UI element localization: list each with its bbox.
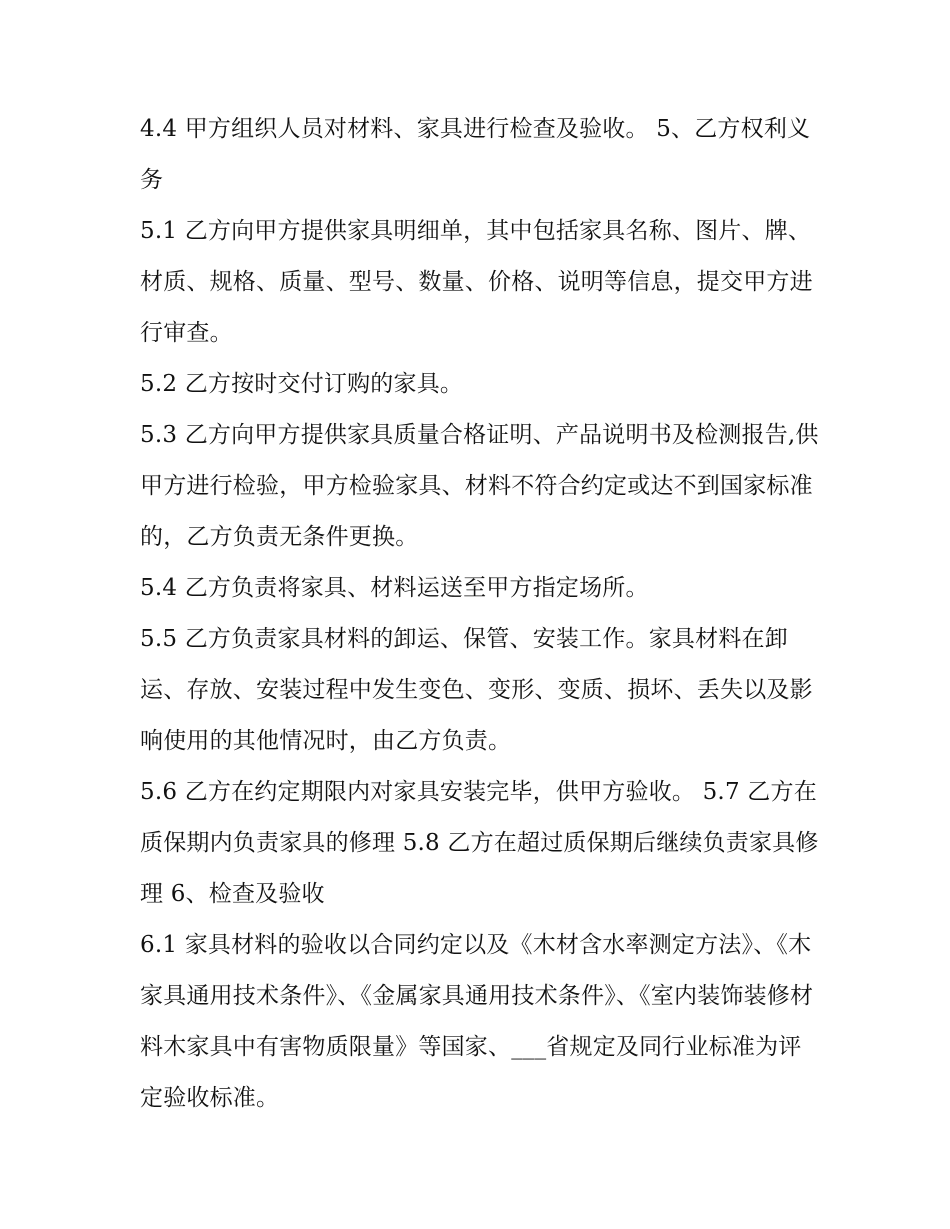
- paragraph-5-4: 5.4 乙方负责将家具、材料运送至甲方指定场所。: [140, 575, 649, 601]
- paragraph-4-4: 4.4 甲方组织人员对材料、家具进行检查及验收。 5、乙方权利义务: [140, 116, 811, 193]
- paragraph-5-5: 5.5 乙方负责家具材料的卸运、保管、安装工作。家具材料在卸运、存放、安装过程中发生变色、变形、变质、损坏、丢失以及影响使用的其他情况时，由乙方负责。: [140, 626, 813, 754]
- document-body: [140, 104, 820, 1124]
- paragraph-5-1: 5.1 乙方向甲方提供家具明细单，其中包括家具名称、图片、牌、材质、规格、质量、型号、数量、价格、说明等信息，提交甲方进行审查。: [140, 218, 813, 346]
- paragraph-5-2: 5.2 乙方按时交付订购的家具。: [140, 371, 464, 397]
- paragraph-5-3: 5.3 乙方向甲方提供家具质量合格证明、产品说明书及检测报告,供甲方进行检验，甲方检验家具、材料不符合约定或达不到国家标准的，乙方负责无条件更换。: [140, 422, 819, 550]
- paragraph-6-1: 6.1 家具材料的验收以合同约定以及《木材含水率测定方法》、《木家具通用技术条件》、《金属家具通用技术条件》、《室内装饰装修材料木家具中有害物质限量》等国家、___省规定及同行业标准为评定验收标准。: [140, 932, 814, 1111]
- paragraph-5-6: 5.6 乙方在约定期限内对家具安装完毕，供甲方验收。 5.7 乙方在质保期内负责家具的修理 5.8 乙方在超过质保期后继续负责家具修理 6、检查及验收: [140, 779, 819, 907]
